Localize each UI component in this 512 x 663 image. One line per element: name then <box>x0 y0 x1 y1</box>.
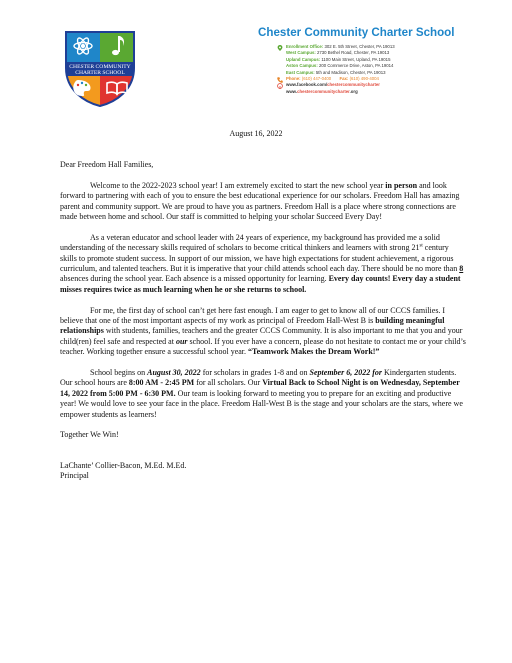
signature-block <box>60 461 467 482</box>
school-name: Chester Community Charter School <box>258 26 455 39</box>
letterhead <box>258 26 508 95</box>
contact-aston-campus: Aston Campus: 200 Commerce Drive, Aston, PA 19014 <box>286 63 394 69</box>
signature-title: Principal <box>60 471 89 481</box>
location-pin-icon <box>277 45 283 51</box>
closing: Together We Win! <box>60 430 119 440</box>
web-link-icon <box>277 83 283 89</box>
contact-east-campus: East Campus: 5th and Madison, Chester, PA 19013 <box>286 69 386 75</box>
contact-enrollment: Enrollment Office: 302 E. 5th Street, Chester, PA 19013 <box>286 44 395 49</box>
contact-facebook[interactable]: www.facebook.com/chestercommunitycharter <box>286 82 380 88</box>
school-logo <box>60 28 140 108</box>
contact-website[interactable]: www.chestercommunitycharter.org <box>286 88 358 94</box>
paragraph-welcome: Welcome to the 2022-2023 school year! I am extremely excited to start the new school year in person and look forward to partnering with each of you to ensure the best educational experience for our scholars. Freedom Hall has amazing parent and community support. We are proud to have you as partners. Freedom Hall is a place where strong connections are made between home and school. Our staff is committed to helping your scholar Succeed Every Day! <box>60 180 460 222</box>
logo-text-line1: CHESTER COMMUNITY <box>69 63 131 70</box>
letter-date: August 16, 2022 <box>229 129 283 138</box>
salutation: Dear Freedom Hall Families, <box>60 160 154 169</box>
paragraph-relationships: For me, the first day of school can’t get here fast enough. I am eager to get to know all of our CCCS families. I believe that one of the most important aspects of my work as principal of Freedom Hall-West B is building meaningful relationships with students, families, teachers and the greater CCCS Community. It is also important to me that you and your child(ren) feel safe and respected at our school. If you ever have a concern, please do not hesitate to contact me or your child’s teacher. Working together ensure a successful school year. “Teamwork Makes the Dream Work!” <box>60 305 466 357</box>
contact-list <box>286 44 508 95</box>
contact-upland-campus: Upland Campus: 1100 Main Street, Upland, PA 19015 <box>286 56 391 62</box>
paragraph-schedule: School begins on August 30, 2022 for scholars in grades 1-8 and on September 6, 2022 for Kindergarten students. Our school hours are 8:00 AM - 2:45 PM for all scholars. Our Virtual Back to School Night is on Wednesday, September 14, 2022 from 5:00 PM - 6:30 PM. Our team is looking forward to meeting you to prepare for an exciting and productive year! We would love to see your face in the place. Freedom Hall-West B is the stage and your scholars are the stars, where we empower students as learners! <box>60 368 463 419</box>
contact-west-campus: West Campus: 2730 Bethel Road, Chester, PA 19013 <box>286 50 390 56</box>
letter-body <box>60 160 467 482</box>
signature-name: LaChante’ Collier-Bacon, M.Ed. M.Ed. <box>60 460 187 470</box>
contact-phone-fax: Phone: (610) 447-0400 Fax: (610) 490-4004 <box>286 76 379 82</box>
paragraph-experience: As a veteran educator and school leader with 24 years of experience, my background has provided me a solid understanding of the necessary skills required of scholars to become critical thinkers and learners with strong 21st century skills to promote student success. In support of our mission, we have high expectations for student achievement, a rigorous curriculum, and talented teachers. But it is imperative that your child attends school each day. There should be no more than 8 absences during the school year. Each absence is a missed opportunity for learning. Every day counts! Every day a student misses requires twice as much learning when he or she returns to school. <box>60 232 464 294</box>
logo-text-line2: CHARTER SCHOOL <box>75 70 125 76</box>
